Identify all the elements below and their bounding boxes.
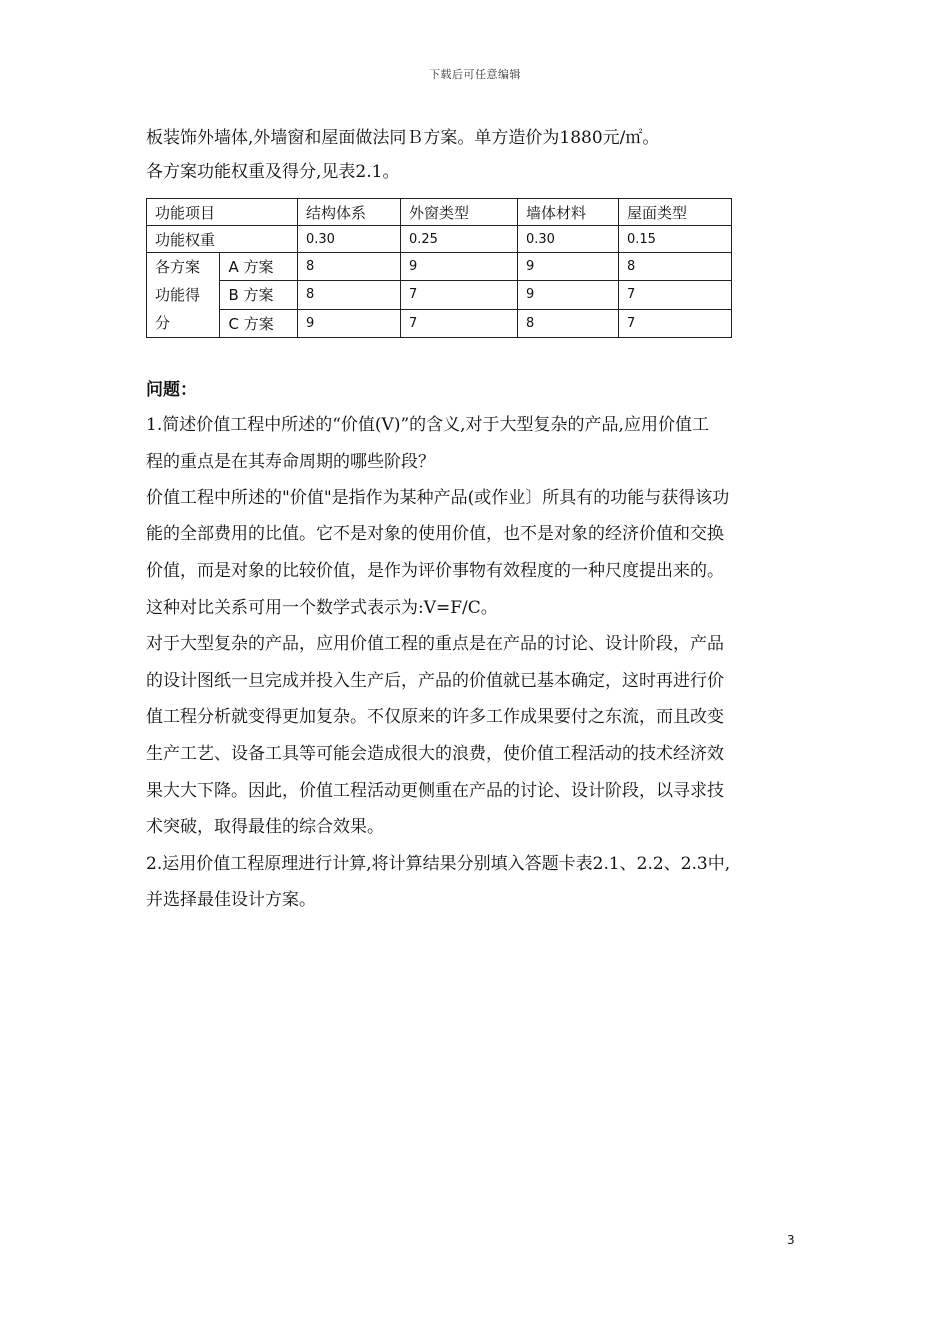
body-line: 能的全部费用的比值。它不是对象的使用价值，也不是对象的经济价值和交换 xyxy=(146,524,724,544)
score-group-label-line: 功能得 xyxy=(155,286,201,304)
table-header-row xyxy=(147,199,732,226)
question-heading: 问题： xyxy=(146,380,197,400)
table-cell: 7 xyxy=(619,281,732,309)
body-line: 术突破，取得最佳的综合效果。 xyxy=(146,817,384,837)
row-label: 功能权重 xyxy=(147,226,298,253)
row-label: A 方案 xyxy=(220,253,298,281)
table-cell: 0.30 xyxy=(298,226,401,253)
body-line: 价值，而是对象的比较价值，是作为评价事物有效程度的一种尺度提出来的。 xyxy=(146,561,724,581)
table-row-score-b xyxy=(147,281,732,309)
table-cell: 0.30 xyxy=(518,226,619,253)
table-cell: 9 xyxy=(298,309,401,337)
score-group-label-line: 各方案 xyxy=(155,258,201,276)
body-line: 并选择最佳设计方案。 xyxy=(146,890,316,910)
table-row-score-a xyxy=(147,253,732,281)
table-row-weight xyxy=(147,226,732,253)
table-cell: 7 xyxy=(401,281,518,309)
body-line: 价值工程中所述的"价值"是指作为某种产品(或作业〕所具有的功能与获得该功 xyxy=(146,488,730,508)
table-header-cell: 功能项目 xyxy=(147,199,298,226)
table-cell: 9 xyxy=(401,253,518,281)
page-number: 3 xyxy=(787,1233,795,1247)
row-label: C 方案 xyxy=(220,309,298,337)
intro-line-2: 各方案功能权重及得分,见表2.1。 xyxy=(146,162,400,182)
table-header-cell: 结构体系 xyxy=(298,199,401,226)
body-line: 1.简述价值工程中所述的“价值(V)”的含义,对于大型复杂的产品,应用价值工 xyxy=(146,415,709,435)
body-line: 值工程分析就变得更加复杂。不仅原来的许多工作成果要付之东流，而且改变 xyxy=(146,707,724,727)
body-line: 这种对比关系可用一个数学式表示为:V=F/C。 xyxy=(146,598,498,618)
table-cell: 7 xyxy=(401,309,518,337)
table-cell: 0.25 xyxy=(401,226,518,253)
body-line: 生产工艺、设备工具等可能会造成很大的浪费，使价值工程活动的技术经济效 xyxy=(146,744,724,764)
score-group-label xyxy=(147,253,220,338)
table-header-cell: 屋面类型 xyxy=(619,199,732,226)
table-cell: 8 xyxy=(298,281,401,309)
body-line: 的设计图纸一旦完成并投入生产后，产品的价值就已基本确定，这时再进行价 xyxy=(146,671,724,691)
body-line: 2.运用价值工程原理进行计算,将计算结果分别填入答题卡表2.1、2.2、2.3中, xyxy=(146,854,731,874)
table-cell: 8 xyxy=(298,253,401,281)
intro-line-1: 板装饰外墙体,外墙窗和屋面做法同Ｂ方案。单方造价为1880元/㎡。 xyxy=(146,128,660,148)
body-line: 程的重点是在其寿命周期的哪些阶段？ xyxy=(146,452,435,472)
score-group-label-line: 分 xyxy=(155,314,171,332)
table-cell: 8 xyxy=(518,309,619,337)
row-label: B 方案 xyxy=(220,281,298,309)
table-cell: 9 xyxy=(518,253,619,281)
table-cell: 8 xyxy=(619,253,732,281)
function-weight-table xyxy=(146,198,732,338)
table-cell: 7 xyxy=(619,309,732,337)
table-cell: 9 xyxy=(518,281,619,309)
body-line: 对于大型复杂的产品，应用价值工程的重点是在产品的讨论、设计阶段，产品 xyxy=(146,634,724,654)
page-header: 下载后可任意编辑 xyxy=(429,68,521,81)
body-line: 果大大下降。因此，价值工程活动更侧重在产品的讨论、设计阶段，以寻求技 xyxy=(146,781,724,801)
table-cell: 0.15 xyxy=(619,226,732,253)
table-header-cell: 墙体材料 xyxy=(518,199,619,226)
table-row-score-c xyxy=(147,309,732,337)
table-header-cell: 外窗类型 xyxy=(401,199,518,226)
